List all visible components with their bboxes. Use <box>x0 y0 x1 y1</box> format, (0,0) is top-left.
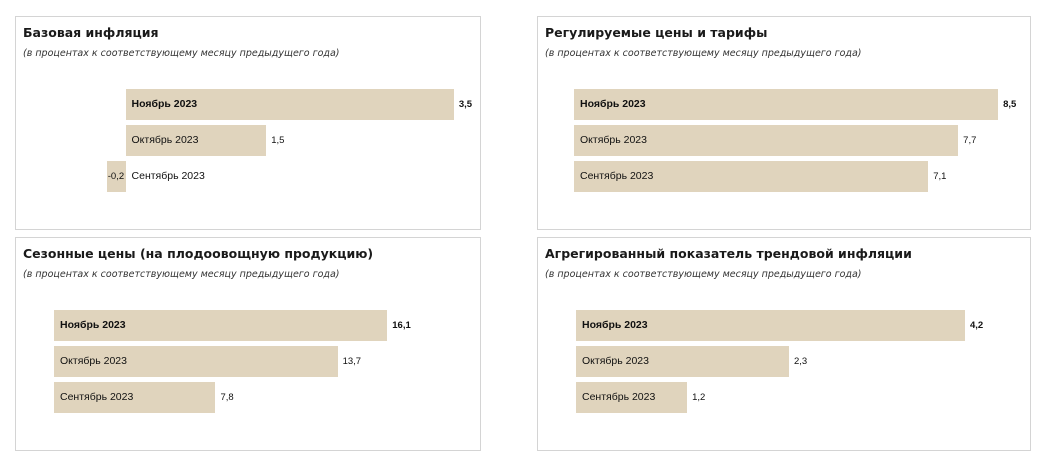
chart-title: Сезонные цены (на плодоовощную продукцию) <box>23 246 374 261</box>
chart-title: Регулируемые цены и тарифы <box>545 25 768 40</box>
chart-title: Агрегированный показатель трендовой инфляции <box>545 246 912 261</box>
category-label: Октябрь 2023 <box>131 134 199 146</box>
chart-panel <box>537 16 1031 230</box>
category-label: Сентябрь 2023 <box>582 391 656 403</box>
category-label: Ноябрь 2023 <box>60 319 126 331</box>
category-label: Ноябрь 2023 <box>131 98 198 110</box>
chart-panel <box>537 237 1031 451</box>
category-label: Октябрь 2023 <box>580 134 647 146</box>
data-label: 7,1 <box>933 171 947 182</box>
data-label: 1,2 <box>692 392 706 403</box>
data-label: 2,3 <box>794 356 808 367</box>
category-label: Ноябрь 2023 <box>580 98 646 110</box>
category-label: Октябрь 2023 <box>582 355 649 367</box>
category-label: Сентябрь 2023 <box>580 170 654 182</box>
data-label: 3,5 <box>458 99 473 110</box>
chart-panel <box>15 237 481 451</box>
chart-subtitle: (в процентах к соответствующему месяцу предыдущего года) <box>23 48 340 59</box>
chart-subtitle: (в процентах к соответствующему месяцу предыдущего года) <box>545 48 862 59</box>
data-label: 7,7 <box>963 135 977 146</box>
data-label: 16,1 <box>392 320 411 331</box>
data-label: 1,5 <box>271 135 285 146</box>
chart-panel <box>15 16 481 230</box>
chart-title: Базовая инфляция <box>23 25 159 40</box>
category-label: Сентябрь 2023 <box>60 391 134 403</box>
chart-subtitle: (в процентах к соответствующему месяцу предыдущего года) <box>545 269 862 280</box>
data-label: -0,2 <box>107 171 125 182</box>
data-label: 7,8 <box>220 392 234 403</box>
chart-subtitle: (в процентах к соответствующему месяцу предыдущего года) <box>23 269 340 280</box>
category-label: Сентябрь 2023 <box>131 170 205 182</box>
data-label: 4,2 <box>969 320 984 331</box>
data-label: 8,5 <box>1003 99 1017 110</box>
data-label: 13,7 <box>342 356 362 367</box>
category-label: Октябрь 2023 <box>60 355 127 367</box>
category-label: Ноябрь 2023 <box>582 319 648 331</box>
